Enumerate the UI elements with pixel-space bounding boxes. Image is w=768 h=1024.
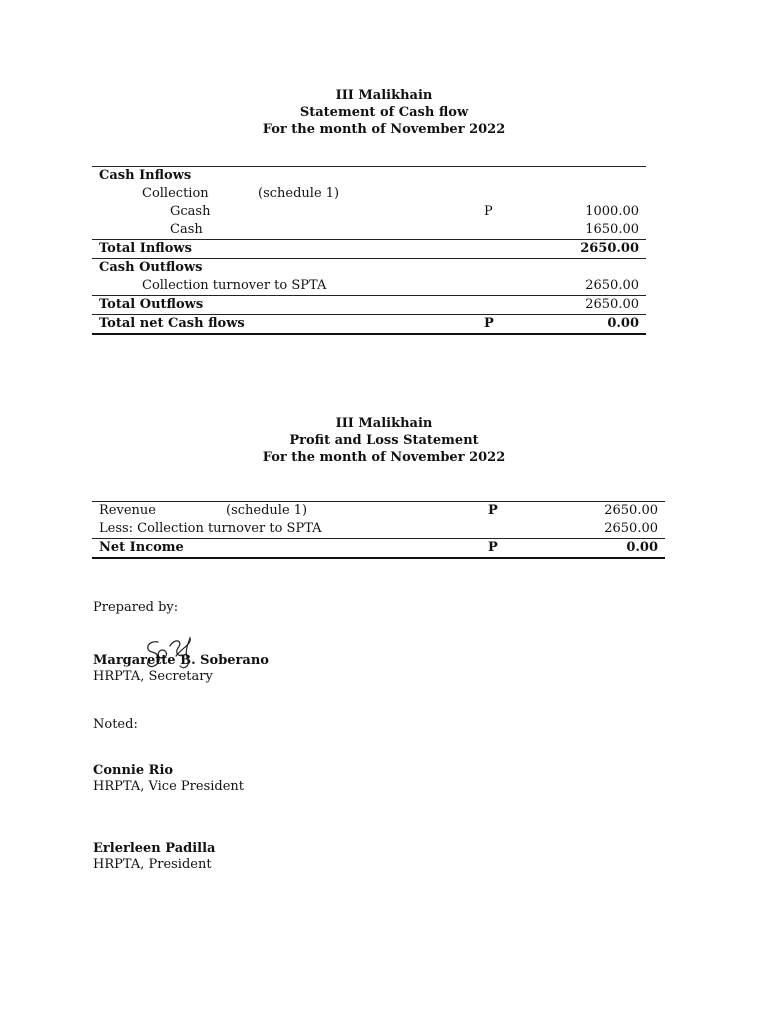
profit-loss-heading bbox=[0, 415, 768, 466]
gcash-currency: P bbox=[484, 204, 493, 219]
revenue-cell bbox=[92, 502, 481, 521]
turnover-amount: 2650.00 bbox=[585, 278, 639, 293]
table-row bbox=[92, 502, 665, 521]
less-amount: 2650.00 bbox=[604, 521, 658, 536]
preparer-block bbox=[93, 653, 269, 685]
inflows-header: Cash Inflows bbox=[99, 168, 192, 183]
cash-flow-table bbox=[92, 166, 646, 335]
noter1-role: HRPTA, Vice President bbox=[93, 779, 245, 794]
preparer-name: Margarette B. Soberano bbox=[93, 653, 269, 668]
statement-period: For the month of November 2022 bbox=[262, 450, 506, 465]
table-row bbox=[92, 203, 646, 221]
statement-title: Profit and Loss Statement bbox=[289, 433, 479, 448]
table-row bbox=[92, 240, 646, 259]
profit-loss-table bbox=[92, 501, 665, 559]
total-outflows-label: Total Outflows bbox=[92, 296, 477, 315]
net-cash-flow-label: Total net Cash flows bbox=[92, 315, 477, 335]
net-cash-flow-amount: 0.00 bbox=[547, 315, 646, 335]
table-row bbox=[92, 315, 646, 335]
gcash-label: Gcash bbox=[170, 204, 211, 219]
revenue-schedule: (schedule 1) bbox=[226, 503, 308, 518]
collection-schedule: (schedule 1) bbox=[258, 186, 340, 201]
cash-amount: 1650.00 bbox=[585, 222, 639, 237]
net-income-amount: 0.00 bbox=[551, 539, 665, 559]
org-name: III Malikhain bbox=[335, 88, 433, 103]
table-row bbox=[92, 539, 665, 559]
net-income-currency: P bbox=[481, 539, 551, 559]
table-row bbox=[92, 221, 646, 240]
noter2-role: HRPTA, President bbox=[93, 857, 212, 872]
noter2-block bbox=[93, 841, 215, 873]
total-outflows-amount: 2650.00 bbox=[547, 296, 646, 315]
table-row bbox=[92, 277, 646, 296]
collection-cell bbox=[92, 185, 477, 203]
statement-period: For the month of November 2022 bbox=[262, 122, 506, 137]
less-label: Less: Collection turnover to SPTA bbox=[99, 521, 322, 536]
total-inflows-amount: 2650.00 bbox=[547, 240, 646, 259]
table-row bbox=[92, 259, 646, 278]
table-row bbox=[92, 520, 665, 539]
preparer-role: HRPTA, Secretary bbox=[93, 669, 213, 684]
cash-flow-heading bbox=[0, 87, 768, 138]
cash-label: Cash bbox=[170, 222, 203, 237]
org-name: III Malikhain bbox=[335, 416, 433, 431]
collection-label: Collection bbox=[142, 186, 209, 201]
prepared-by-label: Prepared by: bbox=[93, 600, 179, 615]
table-row bbox=[92, 167, 646, 186]
table-row bbox=[92, 296, 646, 315]
net-currency: P bbox=[477, 315, 547, 335]
total-inflows-label: Total Inflows bbox=[92, 240, 477, 259]
outflows-header: Cash Outflows bbox=[92, 259, 477, 278]
turnover-label: Collection turnover to SPTA bbox=[142, 278, 327, 293]
revenue-amount: 2650.00 bbox=[604, 503, 658, 518]
noter1-block bbox=[93, 763, 244, 795]
table-row bbox=[92, 185, 646, 203]
revenue-currency: P bbox=[488, 503, 498, 518]
gcash-amount: 1000.00 bbox=[585, 204, 639, 219]
noted-label: Noted: bbox=[93, 717, 138, 732]
statement-title: Statement of Cash flow bbox=[299, 105, 469, 120]
net-income-label: Net Income bbox=[92, 539, 481, 559]
noter1-name: Connie Rio bbox=[93, 763, 174, 778]
revenue-label: Revenue bbox=[99, 503, 156, 518]
noter2-name: Erlerleen Padilla bbox=[93, 841, 216, 856]
